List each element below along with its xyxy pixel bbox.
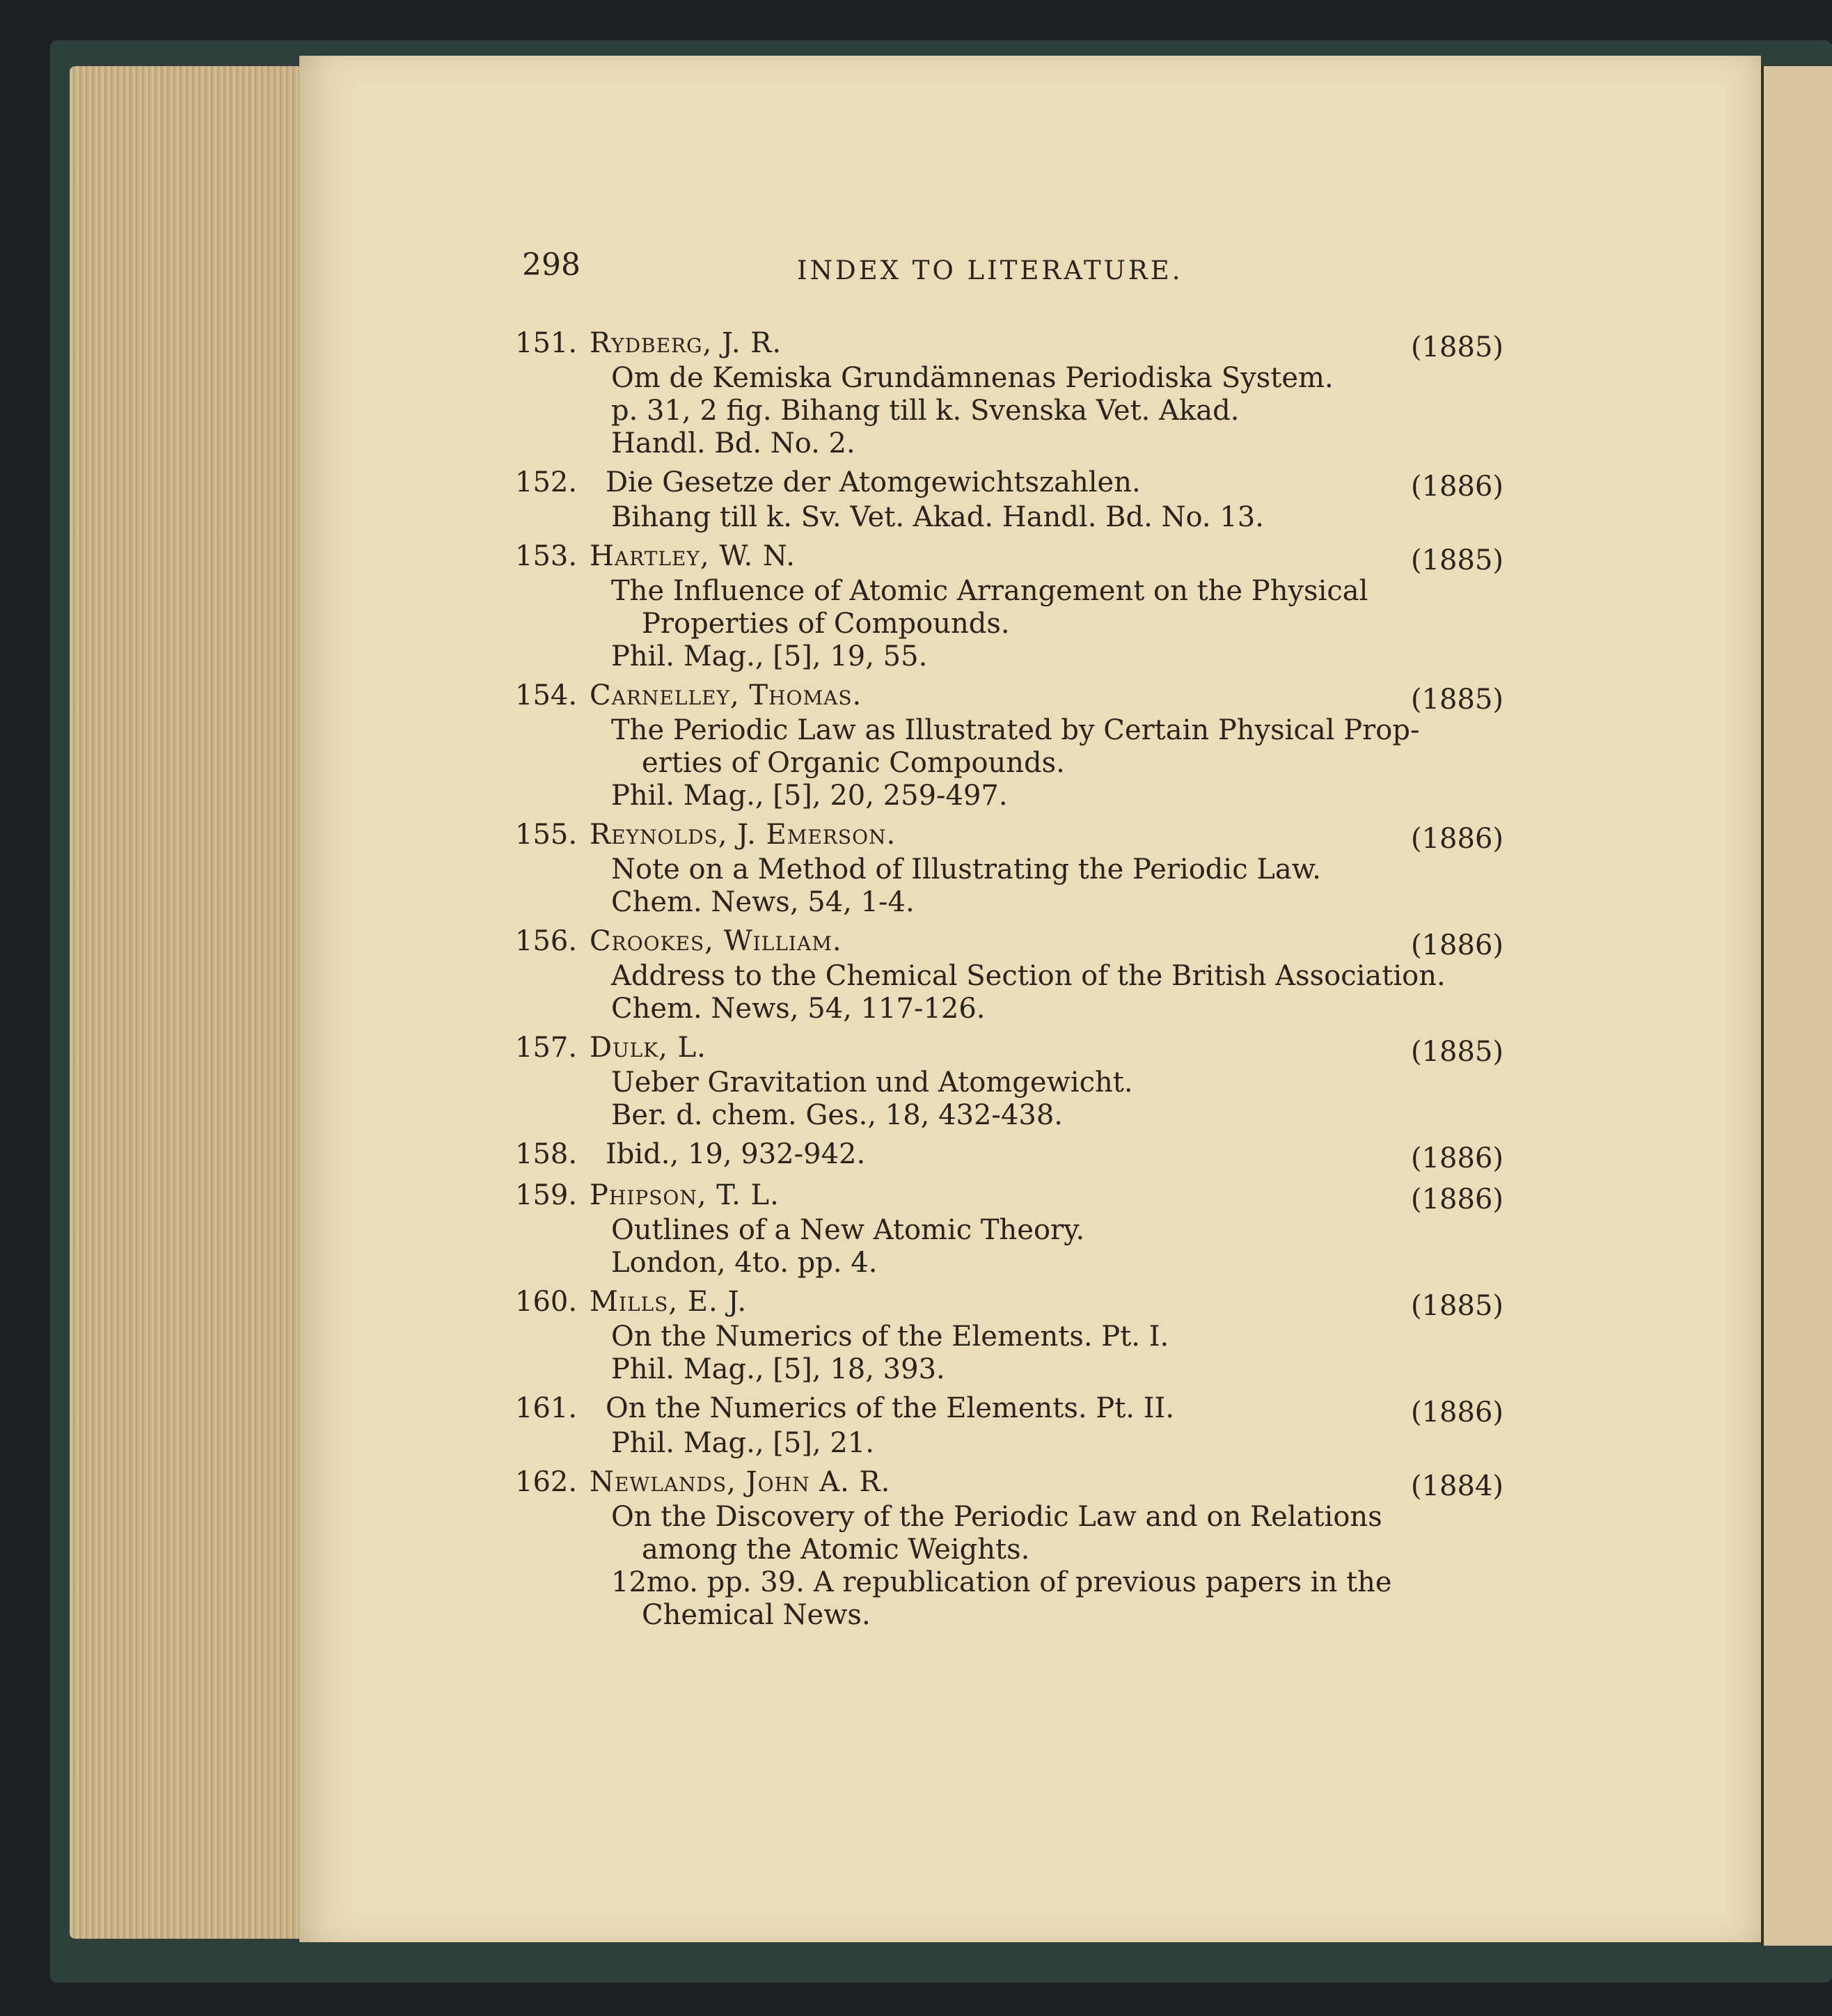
- entry-detail-line: Om de Kemiska Grundämnenas Periodiska System.: [611, 362, 1334, 394]
- entry-detail-line: Ueber Gravitation und Atomgewicht.: [611, 1066, 1133, 1098]
- entry-number: 155.: [515, 819, 578, 851]
- entry-heading: [515, 327, 1503, 362]
- entry-heading: [515, 1392, 1503, 1427]
- entry-detail-line: Chem. News, 54, 117-126.: [611, 993, 986, 1025]
- entry-detail-line: Address to the Chemical Section of the British Association.: [611, 960, 1446, 992]
- entry-number: 153.: [515, 540, 578, 572]
- entry-year: (1885): [1410, 1036, 1503, 1068]
- entry-year: (1885): [1410, 684, 1503, 716]
- entry-detail-line: 12mo. pp. 39. A republication of previous papers in the: [611, 1566, 1392, 1598]
- entry-year: (1885): [1410, 544, 1503, 576]
- entry-year: (1885): [1410, 1290, 1503, 1322]
- index-entry: [515, 1032, 1503, 1132]
- entry-year: (1886): [1410, 1183, 1503, 1215]
- literature-index-list: [515, 327, 1503, 1638]
- index-entry: [515, 925, 1503, 1025]
- entry-number: 161.: [515, 1392, 578, 1424]
- entry-detail-line: erties of Organic Compounds.: [642, 747, 1065, 779]
- entry-heading: [515, 1138, 1503, 1173]
- entry-detail-line: Chemical News.: [642, 1599, 871, 1631]
- entry-number: 157.: [515, 1032, 578, 1064]
- entry-author: Phipson, T. L.: [590, 1179, 780, 1211]
- entry-detail-line: Phil. Mag., [5], 19, 55.: [611, 640, 928, 672]
- entry-detail-line: among the Atomic Weights.: [642, 1534, 1030, 1566]
- entry-title: Ibid., 19, 932-942.: [606, 1138, 866, 1170]
- entry-author: Rydberg, J. R.: [590, 327, 782, 359]
- entry-heading: [515, 1286, 1503, 1321]
- entry-title: Die Gesetze der Atomgewichtszahlen.: [606, 466, 1141, 498]
- entry-author: Reynolds, J. Emerson.: [590, 819, 897, 851]
- index-entry: [515, 327, 1503, 460]
- entry-number: 162.: [515, 1466, 578, 1498]
- index-entry: [515, 1179, 1503, 1279]
- index-entry: [515, 819, 1503, 919]
- running-head: [522, 247, 1497, 296]
- entry-heading: [515, 925, 1503, 960]
- entry-year: (1886): [1410, 1396, 1503, 1428]
- entry-author: Carnelley, Thomas.: [590, 679, 862, 711]
- entry-year: (1886): [1410, 929, 1503, 961]
- entry-heading: [515, 466, 1503, 501]
- page-edges: [70, 66, 320, 1939]
- entry-detail-line: Bihang till k. Sv. Vet. Akad. Handl. Bd. No. 13.: [611, 501, 1264, 533]
- entry-detail-line: Properties of Compounds.: [642, 608, 1010, 640]
- index-entry: [515, 1392, 1503, 1460]
- index-entry: [515, 679, 1503, 812]
- index-entry: [515, 1466, 1503, 1632]
- entry-author: Mills, E. J.: [590, 1286, 748, 1318]
- index-entry: [515, 466, 1503, 534]
- entry-author: Crookes, William.: [590, 925, 842, 957]
- index-entry: [515, 1138, 1503, 1173]
- page-header-title: INDEX TO LITERATURE.: [797, 255, 1183, 285]
- entry-heading: [515, 679, 1503, 714]
- entry-author: Newlands, John A. R.: [590, 1466, 891, 1498]
- entry-author: Dulk, L.: [590, 1032, 706, 1064]
- entry-heading: [515, 1032, 1503, 1066]
- entry-year: (1884): [1410, 1470, 1503, 1502]
- entry-detail-line: Outlines of a New Atomic Theory.: [611, 1214, 1085, 1246]
- index-entry: [515, 1286, 1503, 1386]
- entry-author: Hartley, W. N.: [590, 540, 796, 572]
- entry-heading: [515, 1179, 1503, 1214]
- entry-year: (1885): [1410, 331, 1503, 363]
- entry-year: (1886): [1410, 823, 1503, 855]
- entry-heading: [515, 540, 1503, 575]
- entry-detail-line: Ber. d. chem. Ges., 18, 432-438.: [611, 1099, 1064, 1131]
- entry-year: (1886): [1410, 1142, 1503, 1174]
- entry-detail-line: Chem. News, 54, 1-4.: [611, 886, 915, 918]
- entry-title: On the Numerics of the Elements. Pt. II.: [606, 1392, 1175, 1424]
- entry-detail-line: The Periodic Law as Illustrated by Certain Physical Prop-: [611, 714, 1420, 746]
- entry-detail-line: Phil. Mag., [5], 20, 259-497.: [611, 780, 1008, 812]
- entry-heading: [515, 819, 1503, 853]
- entry-detail-line: Note on a Method of Illustrating the Periodic Law.: [611, 853, 1321, 885]
- entry-number: 154.: [515, 679, 578, 711]
- entry-number: 156.: [515, 925, 578, 957]
- entry-year: (1886): [1410, 471, 1503, 503]
- index-entry: [515, 540, 1503, 673]
- entry-detail-line: Phil. Mag., [5], 18, 393.: [611, 1353, 945, 1385]
- entry-detail-line: p. 31, 2 fig. Bihang till k. Svenska Vet. Akad.: [611, 395, 1240, 427]
- entry-number: 159.: [515, 1179, 578, 1211]
- entry-detail-line: Phil. Mag., [5], 21.: [611, 1427, 874, 1459]
- entry-detail-line: Handl. Bd. No. 2.: [611, 427, 855, 459]
- facing-page-edge: [1761, 66, 1832, 1946]
- entry-number: 151.: [515, 327, 578, 359]
- entry-detail-line: The Influence of Atomic Arrangement on the Physical: [611, 575, 1368, 607]
- entry-heading: [515, 1466, 1503, 1501]
- entry-detail-line: London, 4to. pp. 4.: [611, 1247, 878, 1279]
- entry-detail-line: On the Numerics of the Elements. Pt. I.: [611, 1321, 1169, 1353]
- entry-number: 152.: [515, 466, 578, 498]
- entry-number: 158.: [515, 1138, 578, 1170]
- entry-number: 160.: [515, 1286, 578, 1318]
- page-number: 298: [522, 247, 581, 283]
- entry-detail-line: On the Discovery of the Periodic Law and on Relations: [611, 1501, 1382, 1533]
